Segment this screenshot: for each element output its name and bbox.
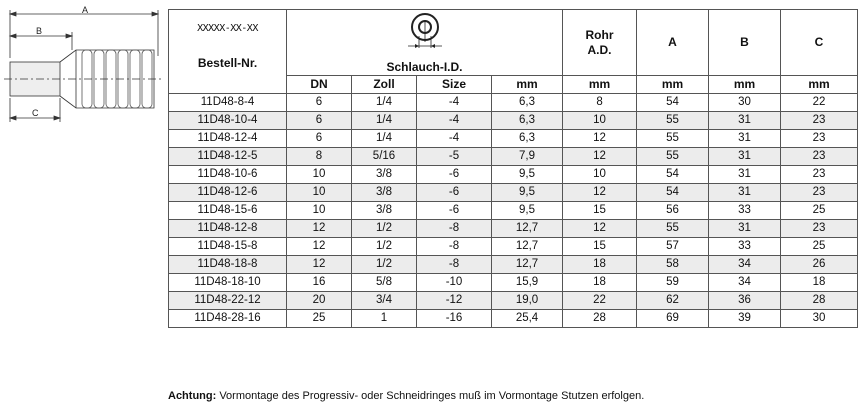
- cell-dn: 6: [287, 130, 352, 148]
- cell-c: 23: [781, 184, 858, 202]
- cell-size: -4: [417, 130, 492, 148]
- fitting-drawing: [4, 6, 164, 126]
- b-mm-header: mm: [709, 76, 781, 94]
- cell-rohr: 12: [563, 148, 637, 166]
- cell-size: -16: [417, 310, 492, 328]
- cell-c: 23: [781, 148, 858, 166]
- cell-code: 11D48-12-4: [169, 130, 287, 148]
- table-row: [169, 112, 858, 130]
- cell-b: 36: [709, 292, 781, 310]
- table-row: [169, 310, 858, 328]
- cell-size: -6: [417, 184, 492, 202]
- cell-mm: 19,0: [492, 292, 563, 310]
- cell-zoll: 1: [352, 310, 417, 328]
- table-row: [169, 148, 858, 166]
- cell-rohr: 15: [563, 238, 637, 256]
- cell-zoll: 1/2: [352, 238, 417, 256]
- cell-a: 55: [637, 130, 709, 148]
- cell-b: 31: [709, 166, 781, 184]
- cell-size: -12: [417, 292, 492, 310]
- table-row: [169, 166, 858, 184]
- cell-size: -8: [417, 256, 492, 274]
- cell-a: 56: [637, 202, 709, 220]
- cell-code: 11D48-18-10: [169, 274, 287, 292]
- cell-c: 23: [781, 166, 858, 184]
- cell-dn: 6: [287, 94, 352, 112]
- cell-b: 34: [709, 274, 781, 292]
- cell-mm: 12,7: [492, 238, 563, 256]
- cell-size: -8: [417, 220, 492, 238]
- cell-a: 54: [637, 184, 709, 202]
- cell-a: 55: [637, 148, 709, 166]
- table-row: [169, 220, 858, 238]
- cell-mm: 12,7: [492, 220, 563, 238]
- cell-zoll: 3/8: [352, 184, 417, 202]
- cell-zoll: 1/4: [352, 94, 417, 112]
- zoll-header: Zoll: [352, 76, 417, 94]
- cell-a: 55: [637, 220, 709, 238]
- cell-dn: 16: [287, 274, 352, 292]
- cell-b: 39: [709, 310, 781, 328]
- col-a-header: A: [637, 10, 709, 76]
- cell-rohr: 18: [563, 274, 637, 292]
- cell-mm: 6,3: [492, 112, 563, 130]
- cell-a: 54: [637, 94, 709, 112]
- cell-dn: 10: [287, 166, 352, 184]
- cell-dn: 20: [287, 292, 352, 310]
- cell-b: 30: [709, 94, 781, 112]
- table-row: [169, 274, 858, 292]
- order-no-label: Bestell-Nr.: [197, 55, 258, 70]
- cell-a: 69: [637, 310, 709, 328]
- cell-b: 31: [709, 184, 781, 202]
- dn-header: DN: [287, 76, 352, 94]
- cell-a: 55: [637, 112, 709, 130]
- cell-mm: 6,3: [492, 94, 563, 112]
- cell-size: -8: [417, 238, 492, 256]
- cell-zoll: 5/16: [352, 148, 417, 166]
- dim-b-label: B: [36, 26, 43, 36]
- cell-mm: 6,3: [492, 130, 563, 148]
- cell-code: 11D48-18-8: [169, 256, 287, 274]
- c-mm-header: mm: [781, 76, 858, 94]
- size-header: Size: [417, 76, 492, 94]
- hose-cross-section-icon: [400, 10, 450, 52]
- cell-mm: 9,5: [492, 184, 563, 202]
- cell-a: 58: [637, 256, 709, 274]
- cell-dn: 12: [287, 256, 352, 274]
- cell-size: -6: [417, 202, 492, 220]
- cell-zoll: 1/2: [352, 256, 417, 274]
- cell-rohr: 22: [563, 292, 637, 310]
- cell-code: 11D48-28-16: [169, 310, 287, 328]
- spec-table: [168, 9, 858, 328]
- cell-zoll: 3/4: [352, 292, 417, 310]
- cell-mm: 9,5: [492, 202, 563, 220]
- cell-dn: 12: [287, 220, 352, 238]
- cell-rohr: 8: [563, 94, 637, 112]
- cell-c: 30: [781, 310, 858, 328]
- cell-mm: 9,5: [492, 166, 563, 184]
- cell-b: 33: [709, 202, 781, 220]
- cell-rohr: 10: [563, 112, 637, 130]
- cell-size: -4: [417, 94, 492, 112]
- cell-code: 11D48-10-4: [169, 112, 287, 130]
- cell-size: -5: [417, 148, 492, 166]
- cell-zoll: 1/2: [352, 220, 417, 238]
- cell-zoll: 5/8: [352, 274, 417, 292]
- table-row: [169, 292, 858, 310]
- col-b-header: B: [709, 10, 781, 76]
- cell-b: 34: [709, 256, 781, 274]
- cell-rohr: 18: [563, 256, 637, 274]
- a-mm-header: mm: [637, 76, 709, 94]
- cell-dn: 25: [287, 310, 352, 328]
- code-pattern: XXXXX-XX-XX: [197, 22, 258, 34]
- rohr-ad-label: A.D.: [587, 42, 612, 57]
- cell-rohr: 10: [563, 166, 637, 184]
- cell-code: 11D48-8-4: [169, 94, 287, 112]
- cell-a: 62: [637, 292, 709, 310]
- cell-b: 31: [709, 148, 781, 166]
- cell-b: 33: [709, 238, 781, 256]
- cell-mm: 12,7: [492, 256, 563, 274]
- cell-mm: 15,9: [492, 274, 563, 292]
- cell-size: -4: [417, 112, 492, 130]
- cell-dn: 10: [287, 184, 352, 202]
- cell-c: 25: [781, 238, 858, 256]
- cell-dn: 10: [287, 202, 352, 220]
- cell-a: 59: [637, 274, 709, 292]
- note-label: Achtung:: [168, 390, 217, 402]
- cell-code: 11D48-15-6: [169, 202, 287, 220]
- cell-size: -10: [417, 274, 492, 292]
- note-text: Vormontage des Progressiv- oder Schneidringes muß im Vormontage Stutzen erfolgen.: [216, 390, 645, 402]
- table-row: [169, 94, 858, 112]
- cell-zoll: 3/8: [352, 166, 417, 184]
- cell-b: 31: [709, 112, 781, 130]
- table-row: [169, 130, 858, 148]
- cell-c: 25: [781, 202, 858, 220]
- mm-header: mm: [492, 76, 563, 94]
- table-row: [169, 238, 858, 256]
- rohr-mm-header: mm: [563, 76, 637, 94]
- cell-b: 31: [709, 220, 781, 238]
- cell-a: 57: [637, 238, 709, 256]
- cell-rohr: 12: [563, 220, 637, 238]
- cell-c: 22: [781, 94, 858, 112]
- table-row: [169, 184, 858, 202]
- cell-dn: 8: [287, 148, 352, 166]
- cell-rohr: 15: [563, 202, 637, 220]
- cell-rohr: 28: [563, 310, 637, 328]
- cell-c: 23: [781, 130, 858, 148]
- cell-code: 11D48-12-8: [169, 220, 287, 238]
- cell-code: 11D48-10-6: [169, 166, 287, 184]
- cell-code: 11D48-12-6: [169, 184, 287, 202]
- assembly-note: [168, 390, 644, 402]
- cell-dn: 12: [287, 238, 352, 256]
- dim-c-label: C: [32, 108, 39, 118]
- cell-b: 31: [709, 130, 781, 148]
- cell-mm: 25,4: [492, 310, 563, 328]
- cell-zoll: 3/8: [352, 202, 417, 220]
- cell-c: 23: [781, 112, 858, 130]
- hose-id-header: [287, 10, 563, 76]
- rohr-label: Rohr: [585, 27, 614, 42]
- cell-size: -6: [417, 166, 492, 184]
- cell-rohr: 12: [563, 130, 637, 148]
- table-row: [169, 202, 858, 220]
- rohr-header: [563, 10, 637, 76]
- cell-code: 11D48-22-12: [169, 292, 287, 310]
- cell-c: 18: [781, 274, 858, 292]
- cell-code: 11D48-15-8: [169, 238, 287, 256]
- col-c-header: C: [781, 10, 858, 76]
- cell-c: 28: [781, 292, 858, 310]
- order-no-header: [169, 10, 287, 94]
- dim-a-label: A: [82, 6, 89, 15]
- cell-dn: 6: [287, 112, 352, 130]
- cell-c: 26: [781, 256, 858, 274]
- table-row: [169, 256, 858, 274]
- cell-mm: 7,9: [492, 148, 563, 166]
- hose-id-label: Schlauch-I.D.: [386, 60, 463, 74]
- cell-zoll: 1/4: [352, 130, 417, 148]
- cell-zoll: 1/4: [352, 112, 417, 130]
- cell-code: 11D48-12-5: [169, 148, 287, 166]
- cell-c: 23: [781, 220, 858, 238]
- cell-rohr: 12: [563, 184, 637, 202]
- cell-a: 54: [637, 166, 709, 184]
